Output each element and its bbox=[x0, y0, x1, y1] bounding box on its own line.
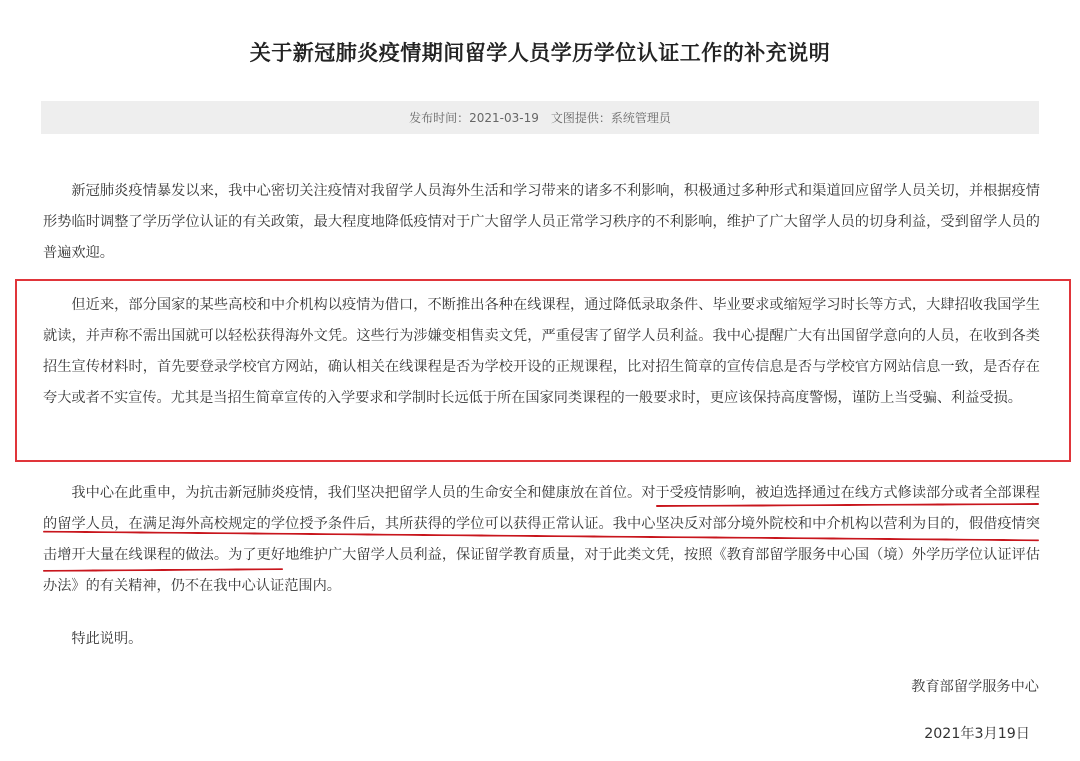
publish-label: 发布时间： bbox=[409, 111, 470, 125]
paragraph-closing: 特此说明。 bbox=[71, 631, 143, 647]
page-title: 关于新冠肺炎疫情期间留学人员学历学位认证工作的补充说明 bbox=[249, 41, 831, 65]
provider-label: 文图提供： bbox=[550, 111, 611, 125]
publish-date: 2021-03-19 bbox=[469, 110, 539, 125]
paragraph-intro: 新冠肺炎疫情暴发以来，我中心密切关注疫情对我留学人员海外生活和学习带来的诸多不利影响，积极通过多种形式和渠道回应留学人员关切，并根据疫情形势临时调整了学历学位认证的有关政策，最大程度地降低疫情对于广大留学人员正常学习秩序的不利影响，维护了广大留学人员的切身利益，受到留学人员的普遍欢迎。 bbox=[43, 183, 1040, 261]
provider-name: 系统管理员 bbox=[610, 111, 671, 125]
signature-date: 2021年3月19日 bbox=[924, 726, 1030, 742]
paragraph-warning: 但近来，部分国家的某些高校和中介机构以疫情为借口，不断推出各种在线课程，通过降低录取条件、毕业要求或缩短学习时长等方式，大肆招收我国学生就读，并声称不需出国就可以轻松获得海外文凭。这些行为涉嫌变相售卖文凭，严重侵害了留学人员利益。我中心提醒广大有出国留学意向的人员，在收到各类招生宣传材料时，首先要登录学校官方网站，确认相关在线课程是否为学校开设的正规课程，比对招生简章的宣传信息是否与学校官方网站信息一致，是否存在夸大或者不实宣传。尤其是当招生简章宣传的入学要求和学制时长远低于所在国家同类课程的一般要求时，更应该保持高度警惕，谨防上当受骗、利益受损。 bbox=[43, 297, 1040, 406]
signature: 教育部留学服务中心 bbox=[911, 679, 1039, 695]
meta-bar bbox=[41, 101, 1039, 134]
paragraph-policy: 我中心在此重申，为抗击新冠肺炎疫情，我们坚决把留学人员的生命安全和健康放在首位。对于受疫情影响，被迫选择通过在线方式修读部分或者全部课程的留学人员，在满足海外高校规定的学位授予条件后，其所获得的学位可以获得正常认证。我中心坚决反对部分境外院校和中介机构以营利为目的，假借疫情突击增开大量在线课程的做法。为了更好地维护广大留学人员利益，保证留学教育质量，对于此类文凭，按照《教育部留学服务中心国（境）外学历学位认证评估办法》的有关精神，仍不在我中心认证范围内。 bbox=[43, 485, 1040, 594]
